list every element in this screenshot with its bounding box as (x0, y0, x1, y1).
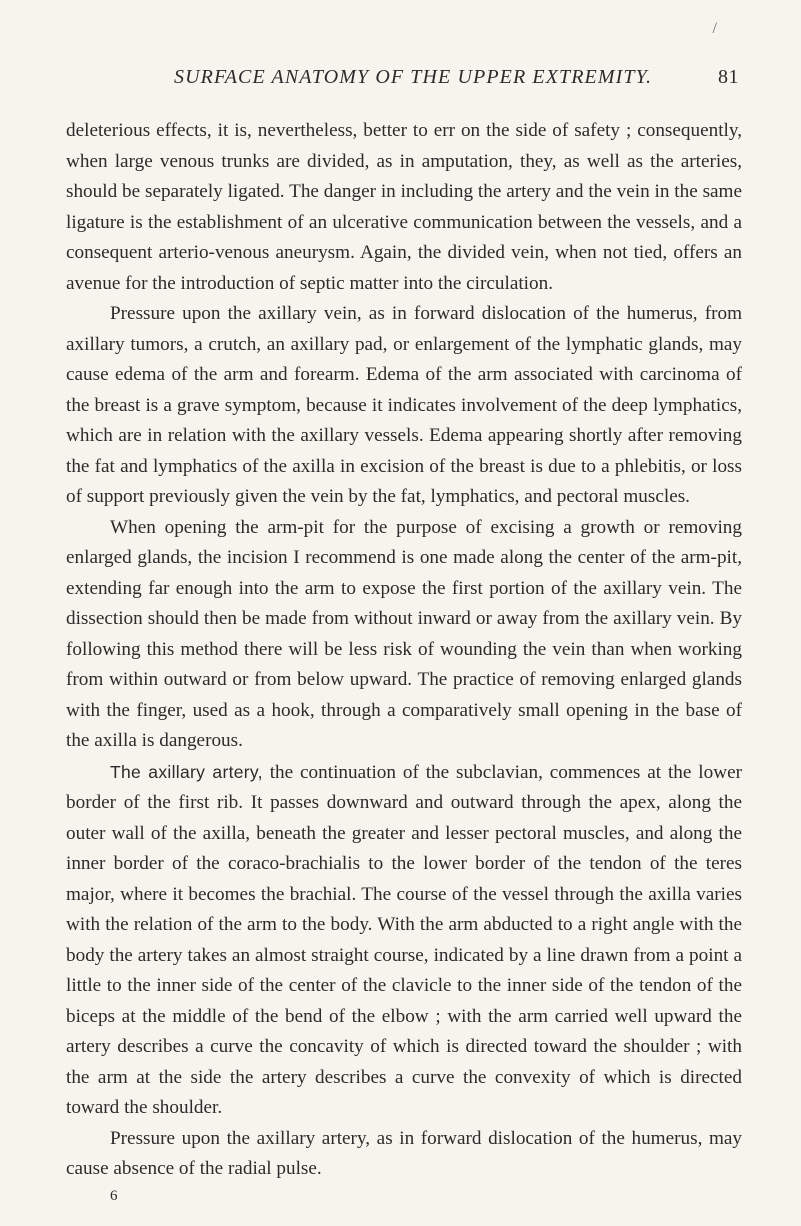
paragraph-3: When opening the arm-pit for the purpose of excising a growth or removing enlarged glands, the incision I recommend is one made along the center of the arm-pit, extending far enough into the arm to expose the first portion of the axillary vein. The dissection should then be made from without inward or away from the axillary vein. By following this method there will be less risk of wounding the vein than when working from within outward or from below upward. The practice of removing enlarged glands with the finger, used as a hook, through a comparatively small opening in the base of the axilla is dangerous. (66, 516, 742, 751)
paragraph-2: Pressure upon the axillary vein, as in forward dislocation of the humerus, from axillary tumors, a crutch, an axillary pad, or enlargement of the lymphatic glands, may cause edema of the arm and forearm. Edema of the arm associated with carcinoma of the breast is a grave symptom, because it indicates involvement of the deep lymphatics, which are in relation with the axillary vessels. Edema appearing shortly after removing the fat and lymphatics of the axilla in excision of the breast is due to a phlebitis, or loss of support previously given the vein by the fat, lymphatics, and pectoral muscles. (66, 303, 742, 507)
page-number: 81 (718, 66, 739, 88)
body-text (66, 116, 742, 1185)
paragraph-4 (66, 757, 742, 1124)
corner-mark: / (712, 20, 717, 37)
running-header (66, 66, 739, 94)
paragraph-5: Pressure upon the axillary artery, as in forward dislocation of the humerus, may cause absence of the radial pulse. (66, 1127, 742, 1179)
running-title: SURFACE ANATOMY OF THE UPPER EXTREMITY. (174, 66, 653, 88)
paragraph-4-text: the continuation of the subclavian, commences at the lower border of the first rib. It passes downward and outward through the apex, along the outer wall of the axilla, beneath the greater and lesser pectoral muscles, and along the inner border of the coraco-brachialis to the lower border of the tendon of the teres major, where it becomes the brachial. The course of the vessel through the axilla varies with the relation of the arm to the body. With the arm abducted to a right angle with the body the artery takes an almost straight course, indicated by a line drawn from a point a little to the inner side of the center of the clavicle to the inner side of the tendon of the biceps at the middle of the bend of the elbow ; with the arm carried well upward the artery describes a curve the concavity of which is directed toward the shoulder ; with the arm at the side the artery describes a curve the convexity of which is directed toward the shoulder. (66, 761, 742, 1118)
term-axillary-artery: The axillary artery, (110, 761, 263, 782)
paragraph-1: deleterious effects, it is, nevertheless, better to err on the side of safety ; consequently, when large venous trunks are divided, as in amputation, they, as well as the arteries, should be separately ligated. The danger in including the artery and the vein in the same ligature is the establishment of an ulcerative communication between the vessels, and a consequent arterio-venous aneurysm. Again, the divided vein, when not tied, offers an avenue for the introduction of septic matter into the circulation. (66, 120, 742, 294)
signature-mark: 6 (110, 1188, 118, 1204)
